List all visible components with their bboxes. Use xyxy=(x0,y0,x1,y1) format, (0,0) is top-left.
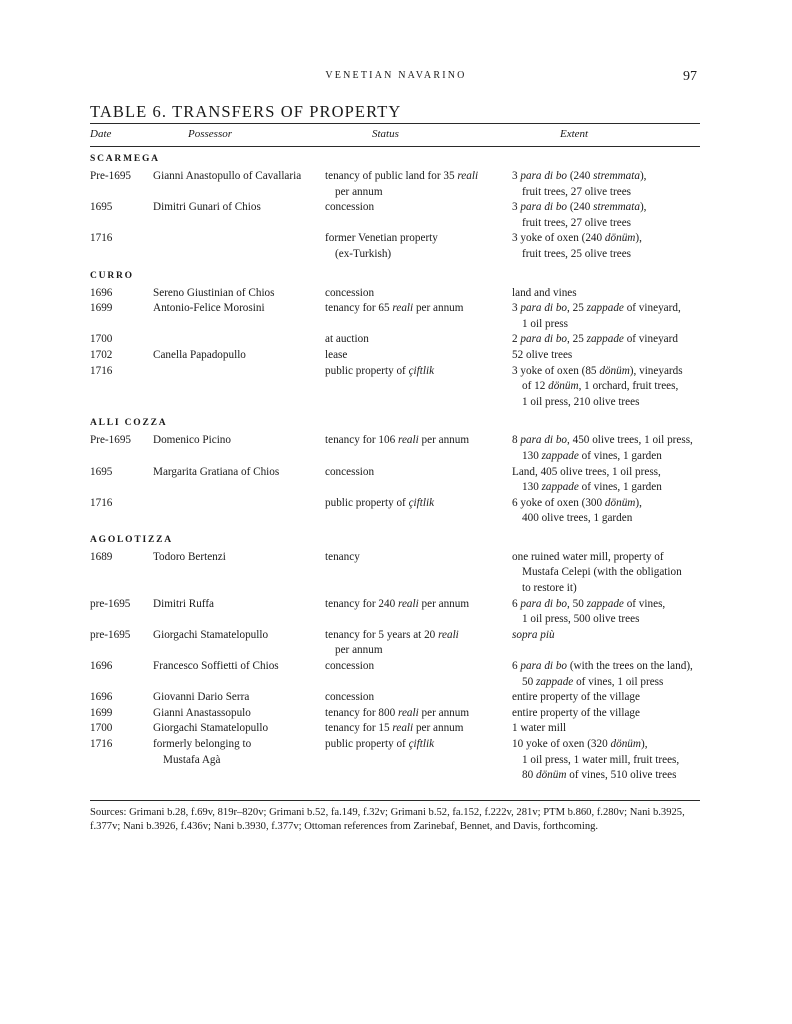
possessor-cell: Dimitri Gunari of Chios xyxy=(153,201,261,214)
extent-cell: 10 yoke of oxen (320 dönüm), 1 oil press, 1 water mill, fruit trees, 80 dönüm of vines, 510 olive trees xyxy=(512,738,680,782)
page-number: 97 xyxy=(683,69,697,84)
possessor-cell: Dimitri Ruffa xyxy=(153,597,215,610)
table-body xyxy=(90,150,705,790)
table-row xyxy=(90,286,705,302)
date-cell: Pre-1695 xyxy=(90,170,132,182)
date-cell: 1716 xyxy=(90,738,113,751)
extent-cell: 3 yoke of oxen (240 dönüm), fruit trees, 25 olive trees xyxy=(512,232,642,260)
table-row xyxy=(90,550,705,597)
date-cell: pre-1695 xyxy=(90,597,131,610)
header-rule xyxy=(90,146,700,147)
extent-cell: 6 yoke of oxen (300 dönüm), 400 olive trees, 1 garden xyxy=(512,496,642,525)
table-row xyxy=(90,332,705,348)
status-cell: tenancy for 65 reali per annum xyxy=(325,302,464,315)
date-cell: 1689 xyxy=(90,550,113,563)
status-cell: tenancy for 106 reali per annum xyxy=(325,434,470,447)
extent-cell: 3 para di bo (240 stremmata), fruit trees, 27 olive trees xyxy=(512,201,647,229)
date-cell: 1702 xyxy=(90,348,113,361)
column-header-date: Date xyxy=(90,128,112,140)
table-row xyxy=(90,659,705,690)
possessor-cell: Gianni Anastassopulo xyxy=(153,706,251,719)
possessor-cell: Canella Papadopullo xyxy=(153,348,246,361)
status-cell: public property of çiftlik xyxy=(325,496,435,509)
sources-line: Sources: Grimani b.28, f.69v, 819r–820v; Grimani b.52, fa.149, f.32v; Grimani b.52, fa.152, f.222v, 281v; PTM b.860, f.280v; Nani b.3925, xyxy=(90,807,685,818)
extent-cell: 1 water mill xyxy=(512,722,567,735)
table-title: TABLE 6. TRANSFERS OF PROPERTY xyxy=(90,102,402,121)
status-cell: tenancy for 5 years at 20 reali per annum xyxy=(325,628,459,657)
section-label: SCARMEGA xyxy=(90,154,160,164)
possessor-cell: Giorgachi Stamatelopullo xyxy=(153,722,269,735)
column-header-extent: Extent xyxy=(560,128,589,140)
table-section xyxy=(90,269,705,411)
date-cell: 1716 xyxy=(90,496,113,509)
possessor-cell: formerly belonging to Mustafa Agà xyxy=(153,738,252,766)
status-cell: public property of çiftlik xyxy=(325,364,435,377)
extent-cell: 2 para di bo, 25 zappade of vineyard xyxy=(512,333,678,346)
date-cell: 1696 xyxy=(90,286,113,299)
table-row xyxy=(90,721,705,737)
status-cell: concession xyxy=(325,691,375,704)
possessor-cell: Gianni Anastopullo of Cavallaria xyxy=(153,170,302,182)
extent-cell: 8 para di bo, 450 olive trees, 1 oil press, 130 zappade of vines, 1 garden xyxy=(512,434,693,462)
date-cell: Pre-1695 xyxy=(90,434,132,447)
possessor-cell: Antonio-Felice Morosini xyxy=(153,302,265,315)
date-cell: 1716 xyxy=(90,232,113,245)
table-row xyxy=(90,433,705,464)
extent-cell: 3 para di bo (240 stremmata), fruit trees, 27 olive trees xyxy=(512,170,647,198)
column-header-possessor: Possessor xyxy=(188,128,233,140)
running-head: VENETIAN NAVARINO xyxy=(325,70,467,81)
table-row xyxy=(90,364,705,411)
date-cell: 1696 xyxy=(90,691,113,704)
status-cell: tenancy xyxy=(325,550,360,563)
date-cell: 1716 xyxy=(90,364,113,377)
table-row xyxy=(90,231,705,262)
date-cell: 1695 xyxy=(90,465,113,478)
status-cell: concession xyxy=(325,465,375,478)
extent-cell: sopra più xyxy=(512,628,555,641)
sources-note xyxy=(90,806,702,834)
possessor-cell: Sereno Giustinian of Chios xyxy=(153,286,275,299)
status-cell: concession xyxy=(325,201,375,214)
table-section xyxy=(90,416,705,527)
date-cell: 1700 xyxy=(90,722,113,735)
status-cell: at auction xyxy=(325,333,369,346)
table-row xyxy=(90,706,705,722)
extent-cell: entire property of the village xyxy=(512,691,640,704)
date-cell: 1700 xyxy=(90,333,113,346)
status-cell: lease xyxy=(325,348,348,361)
possessor-cell: Domenico Picino xyxy=(153,434,231,447)
status-cell: public property of çiftlik xyxy=(325,738,435,751)
table-row xyxy=(90,496,705,527)
section-label: AGOLOTIZZA xyxy=(90,534,173,545)
section-label: CURRO xyxy=(90,270,134,281)
table-row xyxy=(90,348,705,364)
table-row xyxy=(90,169,705,200)
table-row xyxy=(90,465,705,496)
date-cell: 1695 xyxy=(90,201,113,214)
extent-cell: one ruined water mill, property of Mustafa Celepi (with the obligation to restore it) xyxy=(512,550,682,595)
extent-cell: 52 olive trees xyxy=(512,348,573,361)
possessor-cell: Todoro Bertenzi xyxy=(153,550,226,563)
date-cell: pre-1695 xyxy=(90,628,131,641)
date-cell: 1699 xyxy=(90,706,113,719)
extent-cell: 6 para di bo, 50 zappade of vines, 1 oil press, 500 olive trees xyxy=(512,597,666,626)
status-cell: tenancy of public land for 35 reali per annum xyxy=(325,170,479,198)
table-row xyxy=(90,690,705,706)
possessor-cell: Giorgachi Stamatelopullo xyxy=(153,628,269,641)
status-cell: tenancy for 800 reali per annum xyxy=(325,706,470,719)
table-section xyxy=(90,533,705,784)
table-row xyxy=(90,597,705,628)
possessor-cell: Margarita Gratiana of Chios xyxy=(153,465,280,478)
extent-cell: entire property of the village xyxy=(512,706,640,719)
section-label: ALLI COZZA xyxy=(90,418,168,429)
status-cell: concession xyxy=(325,286,375,299)
status-cell: former Venetian property (ex-Turkish) xyxy=(325,232,438,260)
extent-cell: Land, 405 olive trees, 1 oil press, 130 zappade of vines, 1 garden xyxy=(512,465,662,494)
table-row xyxy=(90,628,705,659)
status-cell: concession xyxy=(325,660,375,673)
extent-cell: 6 para di bo (with the trees on the land), 50 zappade of vines, 1 oil press xyxy=(512,660,693,688)
table-section xyxy=(90,152,705,263)
sources-line: f.377v; Nani b.3926, f.436v; Nani b.3930, f.377v; Ottoman references from Zarinebaf, Bennet, and Davis, forthcoming. xyxy=(90,821,599,832)
date-cell: 1696 xyxy=(90,660,113,673)
column-header-status: Status xyxy=(372,128,399,140)
table-row xyxy=(90,737,705,784)
status-cell: tenancy for 240 reali per annum xyxy=(325,597,470,610)
table-row xyxy=(90,301,705,332)
status-cell: tenancy for 15 reali per annum xyxy=(325,722,464,735)
possessor-cell: Giovanni Dario Serra xyxy=(153,691,250,704)
extent-cell: 3 para di bo, 25 zappade of vineyard, 1 oil press xyxy=(512,302,681,330)
table-top-rule xyxy=(90,123,700,124)
extent-cell: 3 yoke of oxen (85 dönüm), vineyards of 12 dönüm, 1 orchard, fruit trees, 1 oil press, 210 olive trees xyxy=(512,364,683,408)
possessor-cell: Francesco Soffietti of Chios xyxy=(153,660,279,673)
date-cell: 1699 xyxy=(90,302,113,315)
table-row xyxy=(90,200,705,231)
table-bottom-rule xyxy=(90,800,700,801)
extent-cell: land and vines xyxy=(512,286,577,299)
